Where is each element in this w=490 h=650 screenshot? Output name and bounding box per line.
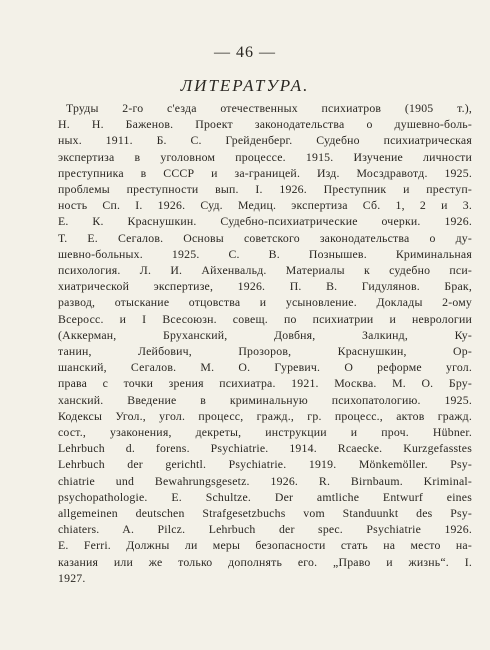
text-line: сост., узаконения, декреты, инструкции и проч. Hübner. <box>58 425 472 440</box>
text-line: проблемы преступности вып. I. 1926. Преступник и преступ- <box>58 182 472 197</box>
text-line: E. Ferri. Должны ли меры безопасности стать на место на- <box>58 538 472 553</box>
page-number: — 46 — <box>214 44 276 61</box>
text-line: танин, Лейбович, Прозоров, Краснушкин, Ор- <box>58 344 472 359</box>
text-line: allgemeinen deutschen Strafgesetzbuchs vom Standuunkt des Psy- <box>58 506 472 521</box>
text-line: хиатрической экспертизе, 1926. П. В. Гидулянов. Брак, <box>58 279 472 294</box>
text-line: психология. Л. И. Айхенвальд. Материалы к судебно пси- <box>58 263 472 278</box>
text-line: psychopathologie. E. Schultze. Der amtliche Entwurf eines <box>58 489 472 504</box>
text-line: (Аккерман, Бруханский, Довбня, Залкинд, Ку- <box>58 327 472 342</box>
text-line: шанский, Сегалов. М. О. Гуревич. О реформе угол. <box>58 360 472 375</box>
text-line: chiaters. A. Pilcz. Lehrbuch der spec. Psychiatrie 1926. <box>58 522 472 537</box>
text-line: ных. 1911. Б. С. Грейденберг. Судебно психиатрическая <box>58 133 472 148</box>
section-heading: ЛИТЕРАТУРА. <box>180 76 310 95</box>
text-line: развод, отыскание отцовства и усыновление. Доклады 2-ому <box>58 295 472 310</box>
text-line: Труды 2-го с'езда отечественных психиатров (1905 т.), <box>66 101 472 115</box>
text-line: Всеросс. и I Всесоюзн. совещ. по психиатрии и неврологии <box>58 311 472 326</box>
text-line: Lehrbuch der gerichtl. Psychiatrie. 1919. Mönkemöller. Psy- <box>58 457 472 472</box>
text-line: казания или же только дополнять его. „Право и жизнь“. I. <box>58 554 472 569</box>
text-line: шевно-больных. 1925. С. В. Познышев. Криминальная <box>58 246 472 261</box>
text-line: chiatrie und Bewahrungsgesetz. 1926. R. Birnbaum. Kriminal- <box>58 473 472 488</box>
text-line: преступника в СССР и за-границей. Изд. Мосздравотд. 1925. <box>58 165 472 180</box>
text-line: Н. Н. Баженов. Проект законодательства о душевно-боль- <box>58 117 472 132</box>
text-line: ность Сп. I. 1926. Суд. Медиц. экспертиза Сб. 1, 2 и 3. <box>58 198 472 213</box>
text-line: Т. Е. Сегалов. Основы советского законодательства о ду- <box>58 230 472 245</box>
text-line: Кодексы Угол., угол. процесс, гражд., гр. процесс., актов гражд. <box>58 408 472 423</box>
text-line: Е. К. Краснушкин. Судебно-психиатрические очерки. 1926. <box>58 214 472 229</box>
text-line: права с точки зрения психиатра. 1921. Москва. М. О. Бру- <box>58 376 472 391</box>
text-line: Lehrbuch d. forens. Psychiatrie. 1914. Rcaecke. Kurzgefasstes <box>58 441 472 456</box>
bibliography-text <box>58 100 472 586</box>
text-line: 1927. <box>58 570 86 585</box>
text-line: экспертиза в уголовном процессе. 1915. Изучение личности <box>58 149 472 164</box>
text-line: ханский. Введение в криминальную психопатологию. 1925. <box>58 392 472 407</box>
